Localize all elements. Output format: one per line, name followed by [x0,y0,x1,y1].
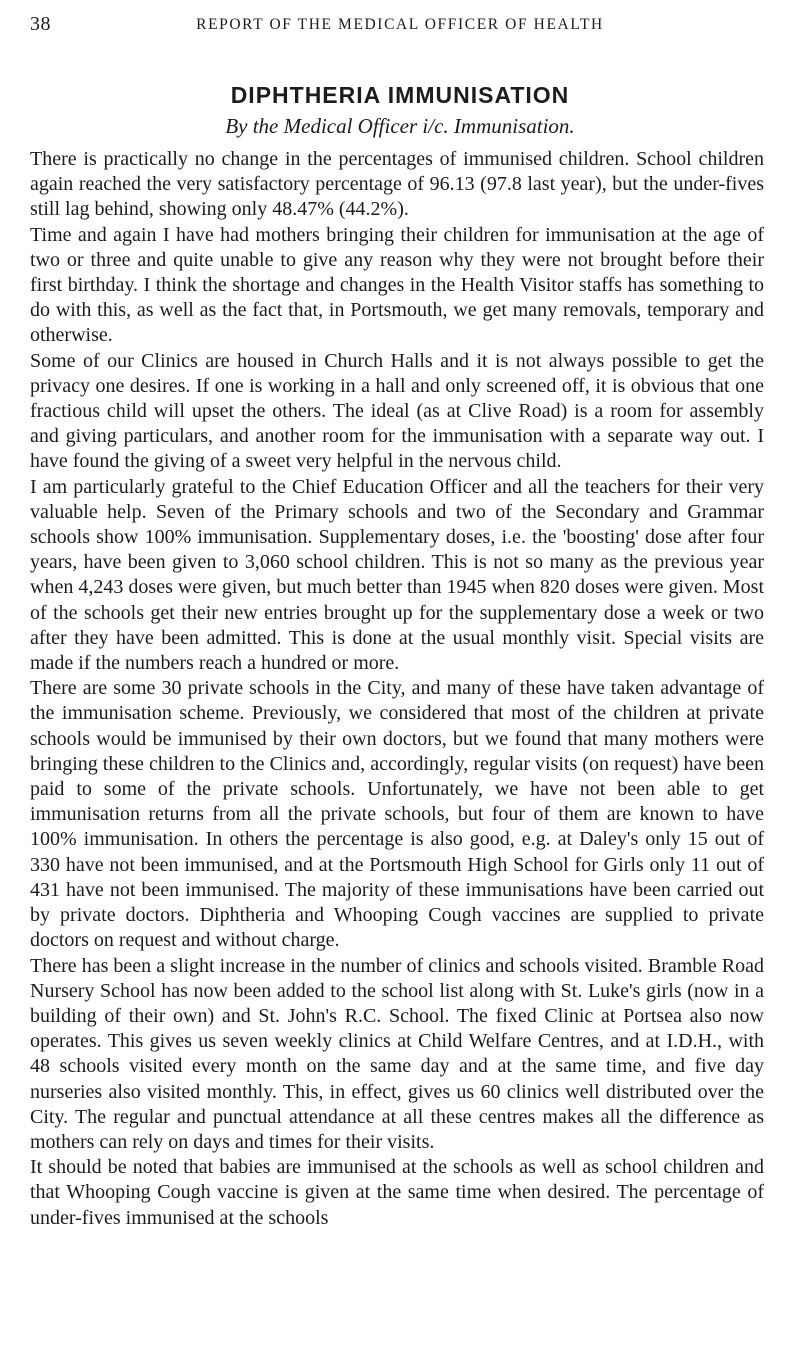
section-byline: By the Medical Officer i/c. Immunisation. [225,114,575,138]
paragraph-7: It should be noted that babies are immunised at the schools as well as school children and that Whooping Cough vaccine is given at the same time when desired. The percentage of under-fives immunised at the schools [30,1156,764,1229]
section-title: DIPHTHERIA IMMUNISATION [230,82,570,108]
paragraph-5: There are some 30 private schools in the City, and many of these have taken advantage of the immunisation scheme. Previously, we considered that most of the children at private schools would be immunised by their own doctors, but we found that many mothers were bringing these children to the Clinics and, accordingly, regular visits (on request) have been paid to some of the private schools. Unfortunately, we have not been able to get immunisation returns from all the private schools, but four of them are known to have 100% immunisation. In others the percentage is also good, e.g. at Daley's only 15 out of 330 have not been immunised, and at the Portsmouth High School for Girls only 11 out of 431 have not been immunised. The majority of these immunisations have been carried out by private doctors. Diphtheria and Whooping Cough vaccines are supplied to private doctors on request and without charge. [30,677,764,952]
paragraph-3: Some of our Clinics are housed in Church Halls and it is not always possible to get the privacy one desires. If one is working in a hall and only screened off, it is obvious that one fractious child will upset the others. The ideal (as at Clive Road) is a room for assembly and giving particulars, and another room for the immunisation with a separate way out. I have found the giving of a sweet very helpful in the nervous child. [30,349,764,473]
paragraph-6: There has been a slight increase in the number of clinics and schools visited. Bramble Road Nursery School has now been added to the school list along with St. Luke's girls (now in a building of their own) and St. John's R.C. School. The fixed Clinic at Portsea also now operates. This gives us seven weekly clinics at Child Welfare Centres, and at I.D.H., with 48 schools visited every month on the same day and at the same time, and five day nurseries also visited monthly. This, in effect, gives us 60 clinics well distributed over the City. The regular and punctual attendance at all these centres makes all the difference as mothers can rely on days and times for their visits. [30,954,764,1153]
page-number: 38 [30,13,51,35]
paragraph-4: I am particularly grateful to the Chief Education Officer and all the teachers for their very valuable help. Seven of the Primary schools and two of the Secondary and Grammar schools show 100% immunisation. Supplementary doses, i.e. the 'boosting' dose after four years, have been given to 3,060 school children. This is not so many as the previous year when 4,243 doses were given, but much better than 1945 when 820 doses were given. Most of the schools get their new entries brought up for the supplementary dose a week or two after they have been admitted. This is done at the usual monthly visit. Special visits are made if the numbers reach a hundred or more. [30,475,764,675]
body-text [30,147,764,1231]
paragraph-1: There is practically no change in the percentages of immunised children. School children again reached the very satisfactory percentage of 96.13 (97.8 last year), but the under-fives still lag behind, showing only 48.47% (44.2%). [30,148,764,221]
paragraph-2: Time and again I have had mothers bringing their children for immunisation at the age of two or three and quite unable to give any reason why they were not brought before their first birthday. I think the shortage and changes in the Health Visitor staffs has something to do with this, as well as the fact that, in Portsmouth, we get many removals, temporary and otherwise. [30,223,764,347]
running-title: REPORT OF THE MEDICAL OFFICER OF HEALTH [196,16,604,33]
